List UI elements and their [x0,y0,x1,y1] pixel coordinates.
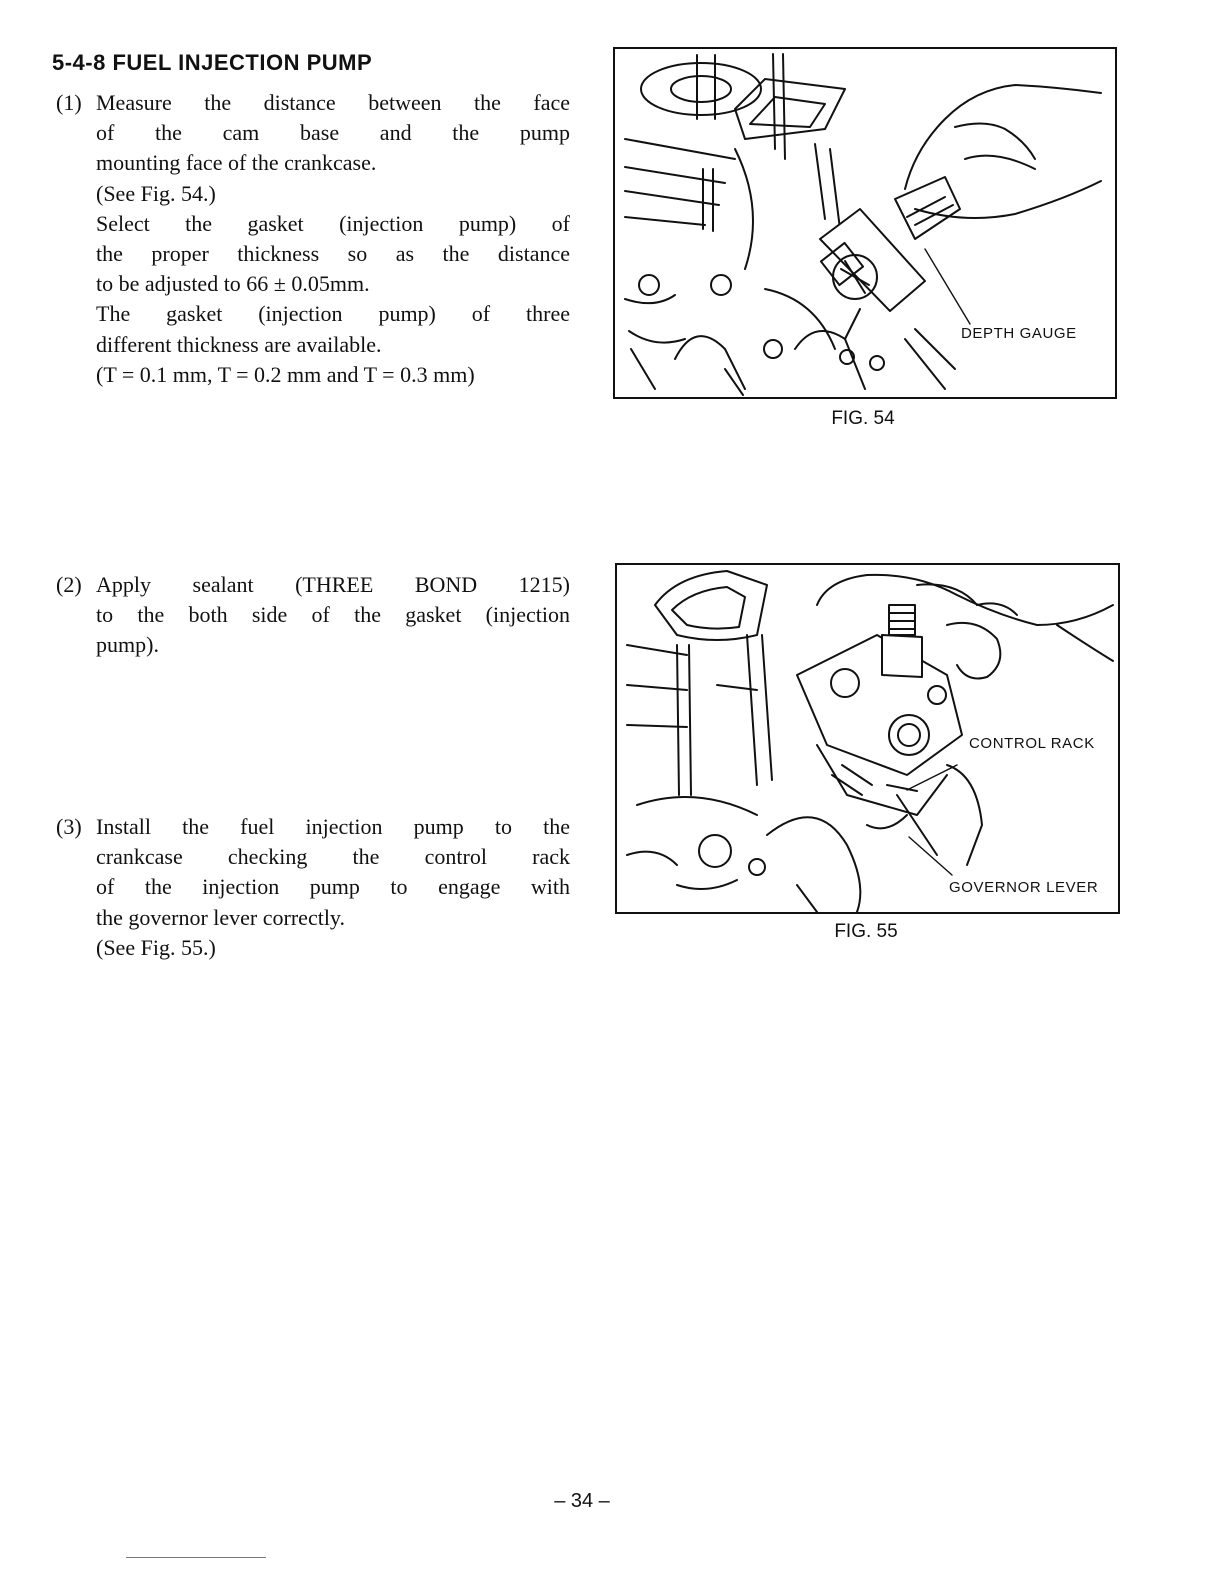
figure-54-caption: FIG. 54 [831,408,895,429]
step-line: Install the fuel injection pump to the [96,814,570,839]
step-line: of the cam base and the pump [96,120,570,146]
section-heading: 5-4-8 FUEL INJECTION PUMP [52,50,373,75]
callout-governor-lever: GOVERNOR LEVER [949,879,1099,896]
footer-rule [126,1557,266,1558]
step-line: of the injection pump to engage with [96,874,570,900]
step-line: the governor lever correctly. [96,904,346,930]
step-line: pump). [96,632,159,658]
step-line: Apply sealant (THREE BOND 1215) [96,572,570,597]
callout-control-rack: CONTROL RACK [969,735,1095,752]
step-line: the proper thickness so as the distance [96,241,570,267]
step-number: (2) [56,572,82,597]
step-2 [56,570,570,661]
step-line: (See Fig. 54.) [96,180,216,206]
step-line: to be adjusted to 66 ± 0.05mm. [96,271,370,297]
step-line: Measure the distance between the face [96,90,570,115]
step-number: (1) [56,90,82,115]
step-line: to the both side of the gasket (injection [96,602,570,628]
step-line: mounting face of the crankcase. [96,150,377,176]
callout-depth-gauge: DEPTH GAUGE [961,325,1077,342]
step-line: crankcase checking the control rack [96,844,570,870]
step-line: (See Fig. 55.) [96,934,216,960]
page-number: – 34 – [554,1490,610,1512]
step-3 [56,812,570,963]
step-line: (T = 0.1 mm, T = 0.2 mm and T = 0.3 mm) [96,361,475,387]
figure-55-caption: FIG. 55 [834,921,898,942]
step-line: The gasket (injection pump) of three [96,301,570,327]
figure-55 [615,563,1120,914]
step-1 [56,88,570,390]
step-line: Select the gasket (injection pump) of [96,210,570,236]
step-number: (3) [56,814,82,839]
figure-54 [613,47,1117,399]
depth-gauge-illustration [615,49,1115,397]
step-line: different thickness are available. [96,331,382,357]
